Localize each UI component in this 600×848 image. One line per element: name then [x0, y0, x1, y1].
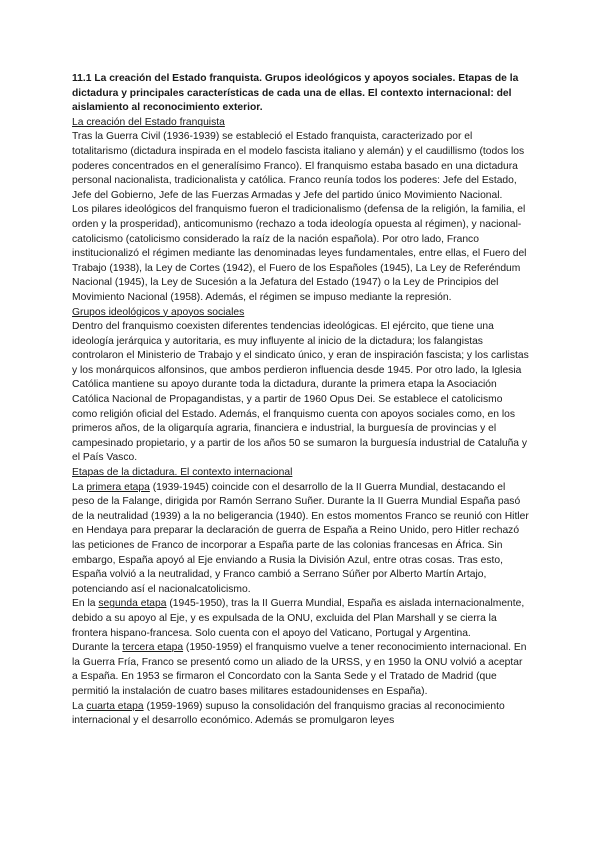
section-heading-etapas: Etapas de la dictadura. El contexto internacional [72, 467, 293, 479]
section-heading-grupos: Grupos ideológicos y apoyos sociales [72, 306, 245, 318]
term-tercera-etapa: tercera etapa [122, 642, 184, 654]
text-fragment: La [72, 481, 87, 493]
text-fragment: (1939-1945) coincide con el desarrollo de la II Guerra Mundial, destacando el peso de la Falange, dirigida por Ramón Serrano Suñer. Durante la II Guerra Mundial España pasó de la neutralidad (1939) a la no beligerancia (1940). En estos momentos Franco se reunió con Hitler en Hendaya para preparar la declaración de guerra de España a Reino Unido, pero Hitler rechazó las peticiones de Franco de incorporar a España parte de las colonias francesas en África. Sin embargo, España apoyó al Eje enviando a Rusia la División Azul, entre otras cosas. Tras esto, España volvió a la neutralidad, y Franco cambió a Serrano Súñer por Alberto Martín Artajo, potenciando así el nacionalcatolicismo. [72, 481, 529, 595]
text-fragment: En la [72, 598, 99, 610]
term-segunda-etapa: segunda etapa [98, 598, 167, 610]
paragraph-segunda-etapa [72, 597, 530, 641]
paragraph-primera-etapa [72, 481, 530, 598]
paragraph-tercera-etapa [72, 641, 530, 699]
term-cuarta-etapa: cuarta etapa [86, 700, 144, 712]
paragraph-cuarta-etapa [72, 700, 530, 729]
text-fragment: (1945-1950), tras la II Guerra Mundial, España es aislada internacionalmente, debido a su apoyo al Eje, y es expulsada de la ONU, excluida del Plan Marshall y se cierra la frontera hispano-francesa. Solo cuenta con el apoyo del Vaticano, Portugal y Argentina. [72, 598, 525, 639]
text-fragment: (1959-1969) supuso la consolidación del franquismo gracias al reconocimiento internacional y el desarrollo económico. Además se promulgaron leyes [72, 700, 505, 727]
section-heading-creacion: La creación del Estado franquista [72, 116, 225, 128]
paragraph-grupos-1: Dentro del franquismo coexisten diferentes tendencias ideológicas. El ejército, que tiene una ideología jerárquica y autoritaria, es muy influyente al inicio de la dictadura; los falangistas controlaron el Ministerio de Trabajo y el sindicato único, y eran de inspiración fascista; y los carlistas y los monárquicos alfonsinos, que ambos perdieron influencia desde 1945. Por otro lado, la Iglesia Católica mantiene su apoyo durante toda la dictadura, durante la primera etapa la Asociación Católica Nacional de Propagandistas, y a partir de 1960 Opus Dei. Se establece el catolicismo como religión oficial del Estado. Además, el franquismo cuenta con apoyos sociales como, en los primeros años, de la oligarquía agraria, financiera e industrial, la burguesía de provincias y el campesinado propietario, y a partir de los años 50 se sumaron la burguesía industrial de Cataluña y el País Vasco. [72, 321, 529, 464]
document-title: 11.1 La creación del Estado franquista. Grupos ideológicos y apoyos sociales. Etapas de la dictadura y principales características de cada una de ellas. El contexto internacional: del aislamiento al reconocimiento exterior. [72, 73, 519, 114]
text-fragment: Durante la [72, 642, 123, 654]
paragraph-creacion-1: Tras la Guerra Civil (1936-1939) se estableció el Estado franquista, caracterizado por el totalitarismo (dictadura inspirada en el modelo fascista italiano y alemán) y el caudillismo (todos los poderes concentrados en el generalísimo Franco). El franquismo estaba basado en una dictadura personal nacionalista, tradicionalista y católica. Franco reunía todos los poderes: Jefe del Estado, Jefe del Gobierno, Jefe de las Fuerzas Armadas y Jefe del partido único Movimiento Nacional. [72, 131, 525, 201]
text-fragment: (1950-1959) el franquismo vuelve a tener reconocimiento internacional. En la Guerra Fría, Franco se presentó como un aliado de la URSS, y en 1950 la ONU volvió a aceptar a España. En 1953 se firmaron el Concordato con la Santa Sede y el Tratado de Madrid (que permitió la instalación de cuatro bases militares estadounidenses en España). [72, 642, 527, 697]
document-page [72, 72, 530, 729]
text-fragment: La [72, 700, 87, 712]
term-primera-etapa: primera etapa [86, 481, 150, 493]
paragraph-creacion-2: Los pilares ideológicos del franquismo fueron el tradicionalismo (defensa de la religión, la familia, el orden y la prosperidad), anticomunismo (rechazo a toda ideología opuesta al régimen), y nacional-catolicismo (catolicismo considerado la raíz de la nación española). Por otro lado, Franco institucionalizó el régimen mediante las denominadas leyes fundamentales, entre ellas, el Fuero del Trabajo (1938), la Ley de Cortes (1942), el Fuero de los Españoles (1945), La Ley de Referéndum Nacional (1945), la Ley de Sucesión a la Jefatura del Estado (1947) o la Ley de Principios del Movimiento Nacional (1958). Además, el régimen se impuso mediante la represión. [72, 204, 527, 303]
